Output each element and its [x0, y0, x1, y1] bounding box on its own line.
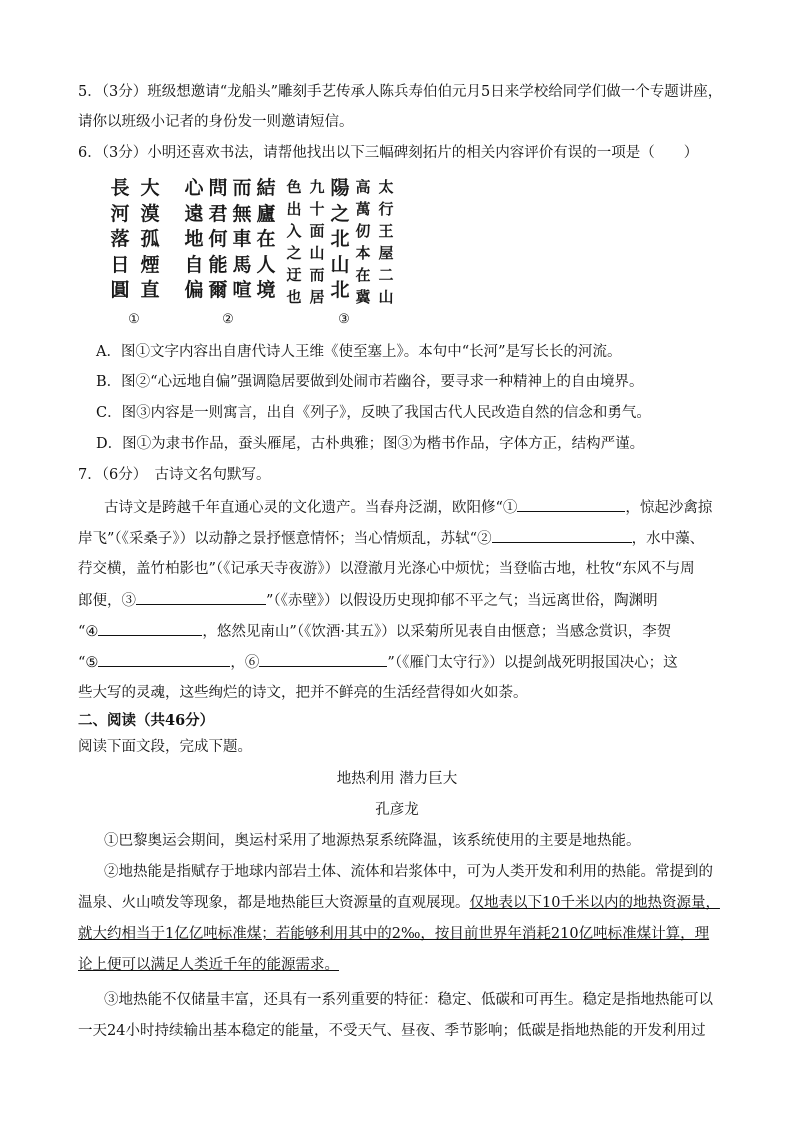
rubbing-3-caption: ③: [338, 312, 350, 327]
q7-text: ”（《雁门太守行》）以提剑战死明报国决心；这: [387, 655, 678, 671]
rubbing-column: 而 無 車 馬 喧: [232, 177, 252, 301]
article-paragraph-2-line-3: 就大约相当于1亿亿吨标准煤；若能够利用其中的2‰，按目前世界年消耗210亿吨标准煤计算，理: [78, 926, 710, 942]
article-paragraph-2-line-2: [78, 893, 720, 913]
q7-text: ，悠然见南山”（《饮酒·其五》）以采菊所见表自由惬意；当感念赏识，李贺: [202, 624, 672, 640]
answer-blank-5[interactable]: [98, 652, 230, 667]
q7-text: ，水中藻、: [631, 531, 705, 547]
stele-rubbings: [100, 172, 400, 332]
option-a: A．图①文字内容出自唐代诗人王维《使至塞上》。本句中“长河”是写长长的河流。: [96, 344, 622, 360]
answer-blank-3[interactable]: [136, 590, 266, 605]
rubbing-1-image: [100, 172, 164, 312]
rubbing-3-image: [284, 172, 400, 312]
article-paragraph-3-line-1: ③地热能不仅储量丰富，还具有一系列重要的特征：稳定、低碳和可再生。稳定是指地热能可以: [104, 992, 713, 1008]
article-paragraph-1: ①巴黎奥运会期间，奥运村采用了地源热泵系统降温，该系统使用的主要是地热能。: [104, 833, 641, 849]
rubbing-column: 心 遠 地 自 偏: [184, 177, 204, 301]
rubbing-column: 太 行 王 屋 二 山: [378, 178, 394, 306]
blank-marker: ②: [477, 531, 492, 547]
blank-marker: ①: [502, 500, 518, 516]
article-title: 地热利用 潜力巨大: [336, 771, 458, 787]
answer-blank-6[interactable]: [259, 652, 387, 667]
article-text: 温泉、火山喷发等现象，都是地热能巨大资源量的直观展现。: [78, 895, 470, 911]
rubbing-2-image: [182, 172, 280, 312]
reading-instruction: 阅读下面文段，完成下题。: [78, 739, 252, 755]
q7-text: ，: [230, 655, 245, 671]
q7-paragraph-line-5: [78, 621, 671, 642]
blank-marker: ④: [85, 624, 99, 640]
q7-paragraph-line-2: [78, 528, 704, 549]
rubbing-column: 結 廬 在 人 境: [256, 177, 276, 301]
article-paragraph-2-line-1: ②地热能是指赋存于地球内部岩土体、流体和岩浆体中，可为人类开发和利用的热能。常提到的: [104, 864, 713, 880]
section-2-heading: 二、阅读（共46分）: [78, 712, 215, 729]
rubbing-2-caption: ②: [222, 312, 234, 327]
q7-paragraph-line-1: [104, 497, 712, 518]
question-6-stem: 6．（3分）小明还喜欢书法，请帮他找出以下三幅碑刻拓片的相关内容评价有误的一项是（ ）: [78, 145, 699, 161]
answer-blank-1[interactable]: [517, 497, 625, 512]
q7-text: 岸飞”（《采桑子》）以动静之景抒惬意情怀；当心情烦乱，苏轼“: [78, 531, 478, 547]
q7-text: “: [78, 624, 86, 640]
blank-marker: ③: [121, 593, 136, 609]
rubbing-column: 長 河 落 日 圓: [110, 177, 130, 301]
rubbing-column: 陽 之 北 山 北: [330, 177, 350, 301]
q7-paragraph-line-6: [78, 652, 678, 673]
q7-text: ，惊起沙禽掠: [625, 500, 713, 516]
article-paragraph-3-line-2: 一天24小时持续输出基本稳定的能量，不受天气、昼夜、季节影响；低碳是指地热能的开发利用过: [78, 1023, 706, 1039]
question-7-stem: 7．（6分） 古诗文名句默写。: [78, 467, 271, 483]
q7-paragraph-line-3: 荇交横，盖竹柏影也”（《记承天寺夜游》）以澄澈月光涤心中烦忧；当登临古地，杜牧“东风不与周: [78, 561, 695, 577]
answer-blank-4[interactable]: [98, 621, 202, 636]
answer-blank-2[interactable]: [492, 528, 632, 543]
rubbing-column: 大 漠 孤 煙 直: [140, 177, 160, 301]
rubbing-column: 九 十 面 山 而 居: [309, 178, 325, 306]
article-author: 孔彦龙: [375, 802, 419, 818]
q7-paragraph-line-4: [78, 590, 658, 611]
option-d: D．图①为隶书作品，蚕头雁尾，古朴典雅；图③为楷书作品，字体方正，结构严谨。: [96, 436, 645, 452]
blank-marker: ⑤: [85, 655, 99, 671]
rubbing-1-caption: ①: [128, 312, 140, 327]
rubbing-column: 高 萬 仞 本 在 冀: [355, 178, 371, 306]
article-paragraph-2-line-4: 论上便可以满足人类近千年的能源需求。: [78, 957, 339, 973]
q7-text: 郎便，: [78, 593, 122, 609]
q7-text: 古诗文是跨越千年直通心灵的文化遗产。当春舟泛湖，欧阳修“: [104, 500, 503, 516]
rubbing-column: 色 出 入 之 迂 也: [286, 178, 302, 306]
rubbing-column: 問 君 何 能 爾: [208, 177, 228, 301]
question-5-line-2: 请你以班级小记者的身份发一则邀请短信。: [78, 114, 354, 130]
blank-marker: ⑥: [244, 655, 260, 671]
underlined-sentence: 仅地表以下10千米以内的地热资源量，: [469, 895, 720, 911]
option-b: B．图②“心远地自偏”强调隐居要做到处闹市若幽谷，要寻求一种精神上的自由境界。: [96, 374, 644, 390]
q7-paragraph-line-7: 些大写的灵魂，这些绚烂的诗文，把并不鲜亮的生活经营得如火如荼。: [78, 685, 528, 701]
option-c: C．图③内容是一则寓言，出自《列子》，反映了我国古代人民改造自然的信念和勇气。: [96, 405, 651, 421]
question-5-line-1: 5．（3分）班级想邀请“龙船头”雕刻手艺传承人陈兵寿伯伯元月5日来学校给同学们做一个专题讲座，: [78, 84, 723, 100]
q7-text: “: [78, 655, 86, 671]
q7-text: ”（《赤壁》）以假设历史现抑郁不平之气；当远离世俗，陶渊明: [266, 593, 658, 609]
